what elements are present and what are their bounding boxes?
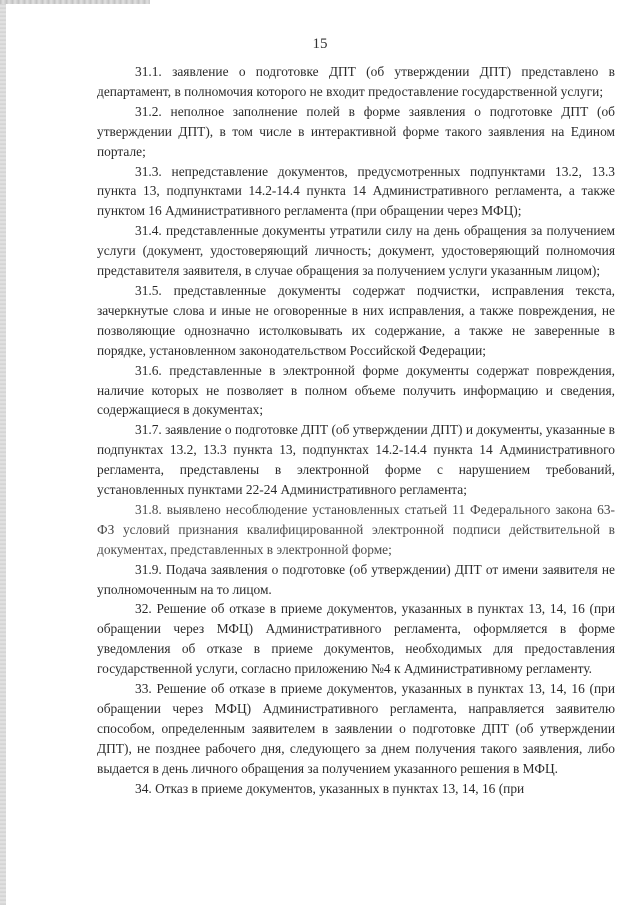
paragraph-31-3: 31.3. непредставление документов, предусмотренных подпунктами 13.2, 13.3 пункта 13, подпунктами 14.2-14.4 пункта 14 Административного регламента, а также пунктом 16 Административного регламента (при обращении через МФЦ); bbox=[97, 163, 615, 219]
paragraph-33: 33. Решение об отказе в приеме документов, указанных в пунктах 13, 14, 16 (при обращении через МФЦ) Административного регламента, направляется заявителю способом, определенным заявителем в заявлении о подготовке ДПТ (об утверждении ДПТ), не позднее рабочего дня, следующего за днем получения такого заявления, либо выдается в день личного обращения за получением указанного решения в МФЦ. bbox=[97, 681, 615, 776]
paragraph-31-5: 31.5. представленные документы содержат подчистки, исправления текста, зачеркнутые слова и иные не оговоренные в них исправления, а также повреждения, не позволяющие однозначно истолковывать их содержание, а также не заверенные в порядке, установленном законодательством Российской Федерации; bbox=[97, 282, 615, 358]
paragraph-31-9: 31.9. Подача заявления о подготовке (об утверждении) ДПТ от имени заявителя не уполномоченным на то лицом. bbox=[97, 561, 615, 597]
paragraph-31-6: 31.6. представленные в электронной форме документы содержат повреждения, наличие которых не позволяет в полном объеме получить информацию и сведения, содержащиеся в документах; bbox=[97, 362, 615, 418]
paragraph-34: 34. Отказ в приеме документов, указанных в пунктах 13, 14, 16 (при bbox=[135, 780, 525, 796]
paragraph-31-4: 31.4. представленные документы утратили силу на день обращения за получением услуги (документ, удостоверяющий личность; документ, удостоверяющий полномочия представителя заявителя, в случае обращения за получением услуги указанным лицом); bbox=[97, 223, 615, 279]
paragraph-31-7: 31.7. заявление о подготовке ДПТ (об утверждении ДПТ) и документы, указанные в подпунктах 13.2, 13.3 пункта 13, подпунктах 14.2-14.4 пункта 14 Административного регламента, представлены в электронной форме с нарушением требований, установленных пунктами 22-24 Административного регламента; bbox=[97, 422, 615, 498]
document-body bbox=[97, 62, 615, 799]
paragraph-31-8: 31.8. выявлено несоблюдение установленных статьей 11 Федерального закона 63-ФЗ условий признания квалифицированной электронной подписи действительной в документах, представленных в электронной форме; bbox=[97, 501, 615, 557]
paragraph-32: 32. Решение об отказе в приеме документов, указанных в пунктах 13, 14, 16 (при обращении через МФЦ) Административного регламента, оформляется в форме уведомления об отказе в приеме документов, необходимых для предоставления государственной услуги, согласно приложению №4 к Административному регламенту. bbox=[97, 601, 615, 677]
scan-edge-top bbox=[0, 0, 150, 4]
paragraph-31-2: 31.2. неполное заполнение полей в форме заявления о подготовке ДПТ (об утверждении ДПТ), в том числе в интерактивной форме такого заявления на Едином портале; bbox=[97, 103, 615, 159]
page-number: 15 bbox=[312, 36, 328, 52]
scan-edge-left bbox=[0, 0, 6, 905]
paragraph-31-1: 31.1. заявление о подготовке ДПТ (об утверждении ДПТ) представлено в департамент, в полномочия которого не входит предоставление государственной услуги; bbox=[97, 64, 615, 99]
